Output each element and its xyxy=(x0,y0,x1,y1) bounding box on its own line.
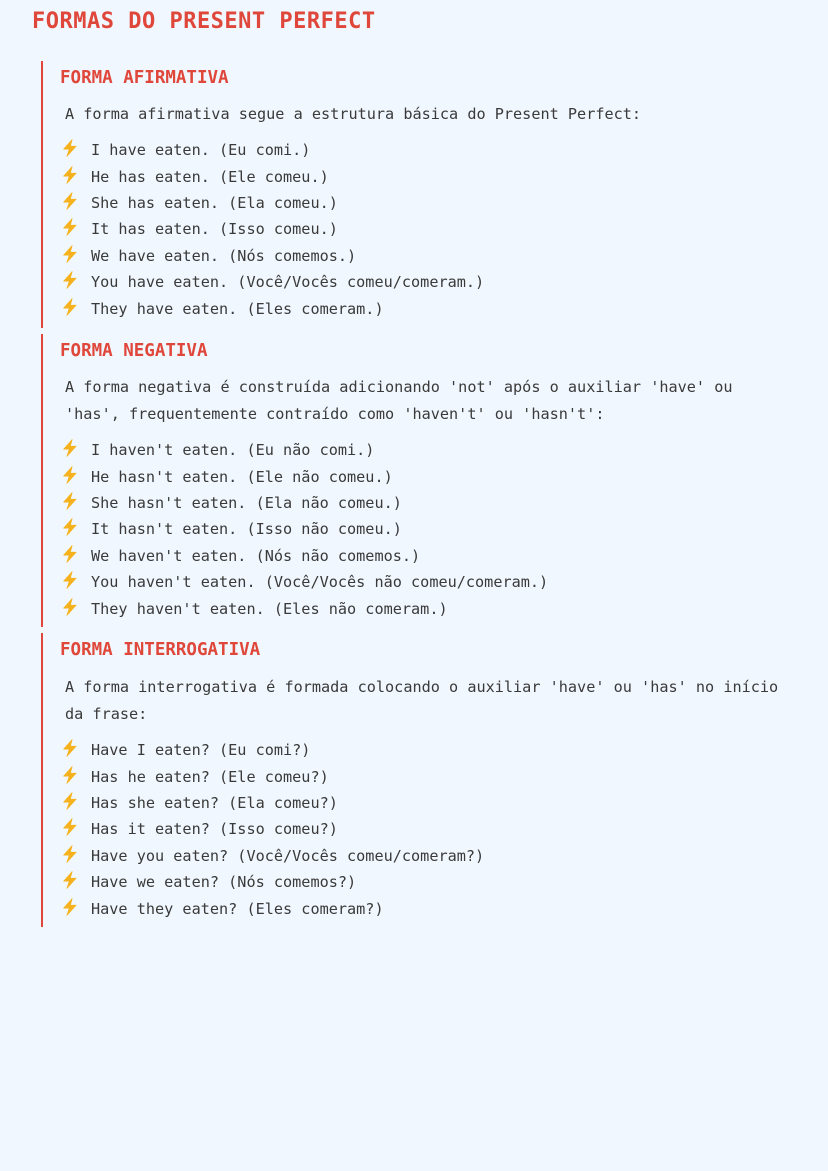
list-item xyxy=(60,190,484,216)
list-item xyxy=(60,895,484,921)
example-list xyxy=(60,437,548,622)
lightning-bolt-icon xyxy=(60,165,80,185)
list-item xyxy=(60,543,548,569)
lightning-bolt-icon xyxy=(60,191,80,211)
section-intro: A forma interrogativa é formada colocando o auxiliar 'have' ou 'has' no início da frase: xyxy=(65,678,779,723)
lightning-bolt-icon xyxy=(60,491,80,511)
example-text: Have I eaten? (Eu comi?) xyxy=(91,741,311,760)
list-item xyxy=(60,816,484,842)
lightning-bolt-icon xyxy=(60,597,80,617)
example-text: I have eaten. (Eu comi.) xyxy=(91,141,311,160)
example-text: Have you eaten? (Você/Vocês comeu/comeram?) xyxy=(91,846,485,865)
lightning-bolt-icon xyxy=(60,544,80,564)
lightning-bolt-icon xyxy=(60,270,80,290)
example-text: You haven't eaten. (Você/Vocês não comeu/comeram.) xyxy=(91,573,549,592)
list-item xyxy=(60,437,548,463)
lightning-bolt-icon xyxy=(60,765,80,785)
list-item xyxy=(60,490,548,516)
example-text: They have eaten. (Eles comeram.) xyxy=(91,299,384,318)
lightning-bolt-icon xyxy=(60,817,80,837)
list-item xyxy=(60,295,484,321)
section-intro: A forma negativa é construída adicionando 'not' após o auxiliar 'have' ou 'has', frequentemente contraído como 'haven't' ou 'hasn't': xyxy=(65,378,733,423)
list-item xyxy=(60,790,484,816)
lightning-bolt-icon xyxy=(60,897,80,917)
list-item xyxy=(60,516,548,542)
lightning-bolt-icon xyxy=(60,844,80,864)
lightning-bolt-icon xyxy=(60,570,80,590)
section-afirmativa xyxy=(41,61,801,328)
lightning-bolt-icon xyxy=(60,738,80,758)
lightning-bolt-icon xyxy=(60,517,80,537)
list-item xyxy=(60,569,548,595)
example-text: Have they eaten? (Eles comeram?) xyxy=(91,899,384,918)
section-heading: FORMA AFIRMATIVA xyxy=(60,68,229,88)
section-negativa xyxy=(41,334,801,627)
example-text: He has eaten. (Ele comeu.) xyxy=(91,167,329,186)
example-text: Has he eaten? (Ele comeu?) xyxy=(91,767,329,786)
example-text: He hasn't eaten. (Ele não comeu.) xyxy=(91,467,393,486)
example-text: Has she eaten? (Ela comeu?) xyxy=(91,793,338,812)
list-item xyxy=(60,869,484,895)
example-text: Has it eaten? (Isso comeu?) xyxy=(91,820,338,839)
example-text: It hasn't eaten. (Isso não comeu.) xyxy=(91,520,402,539)
lightning-bolt-icon xyxy=(60,138,80,158)
example-text: Have we eaten? (Nós comemos?) xyxy=(91,873,357,892)
lightning-bolt-icon xyxy=(60,438,80,458)
lightning-bolt-icon xyxy=(60,297,80,317)
lightning-bolt-icon xyxy=(60,244,80,264)
example-text: They haven't eaten. (Eles não comeram.) xyxy=(91,599,448,618)
example-text: We haven't eaten. (Nós não comemos.) xyxy=(91,546,421,565)
section-intro: A forma afirmativa segue a estrutura básica do Present Perfect: xyxy=(65,105,642,123)
list-item xyxy=(60,243,484,269)
example-list xyxy=(60,137,484,322)
section-heading: FORMA NEGATIVA xyxy=(60,341,208,361)
lightning-bolt-icon xyxy=(60,465,80,485)
list-item xyxy=(60,269,484,295)
example-text: I haven't eaten. (Eu não comi.) xyxy=(91,441,375,460)
section-heading: FORMA INTERROGATIVA xyxy=(60,640,261,660)
lightning-bolt-icon xyxy=(60,870,80,890)
example-text: She has eaten. (Ela comeu.) xyxy=(91,193,338,212)
list-item xyxy=(60,463,548,489)
example-text: You have eaten. (Você/Vocês comeu/comeram.) xyxy=(91,273,485,292)
section-interrogativa xyxy=(41,633,801,927)
list-item xyxy=(60,163,484,189)
list-item xyxy=(60,216,484,242)
list-item xyxy=(60,595,548,621)
example-list xyxy=(60,737,484,922)
page-title: FORMAS DO PRESENT PERFECT xyxy=(32,9,376,34)
example-text: It has eaten. (Isso comeu.) xyxy=(91,220,338,239)
example-text: She hasn't eaten. (Ela não comeu.) xyxy=(91,493,402,512)
lightning-bolt-icon xyxy=(60,217,80,237)
list-item xyxy=(60,843,484,869)
list-item xyxy=(60,763,484,789)
example-text: We have eaten. (Nós comemos.) xyxy=(91,246,357,265)
lightning-bolt-icon xyxy=(60,791,80,811)
list-item xyxy=(60,137,484,163)
list-item xyxy=(60,737,484,763)
